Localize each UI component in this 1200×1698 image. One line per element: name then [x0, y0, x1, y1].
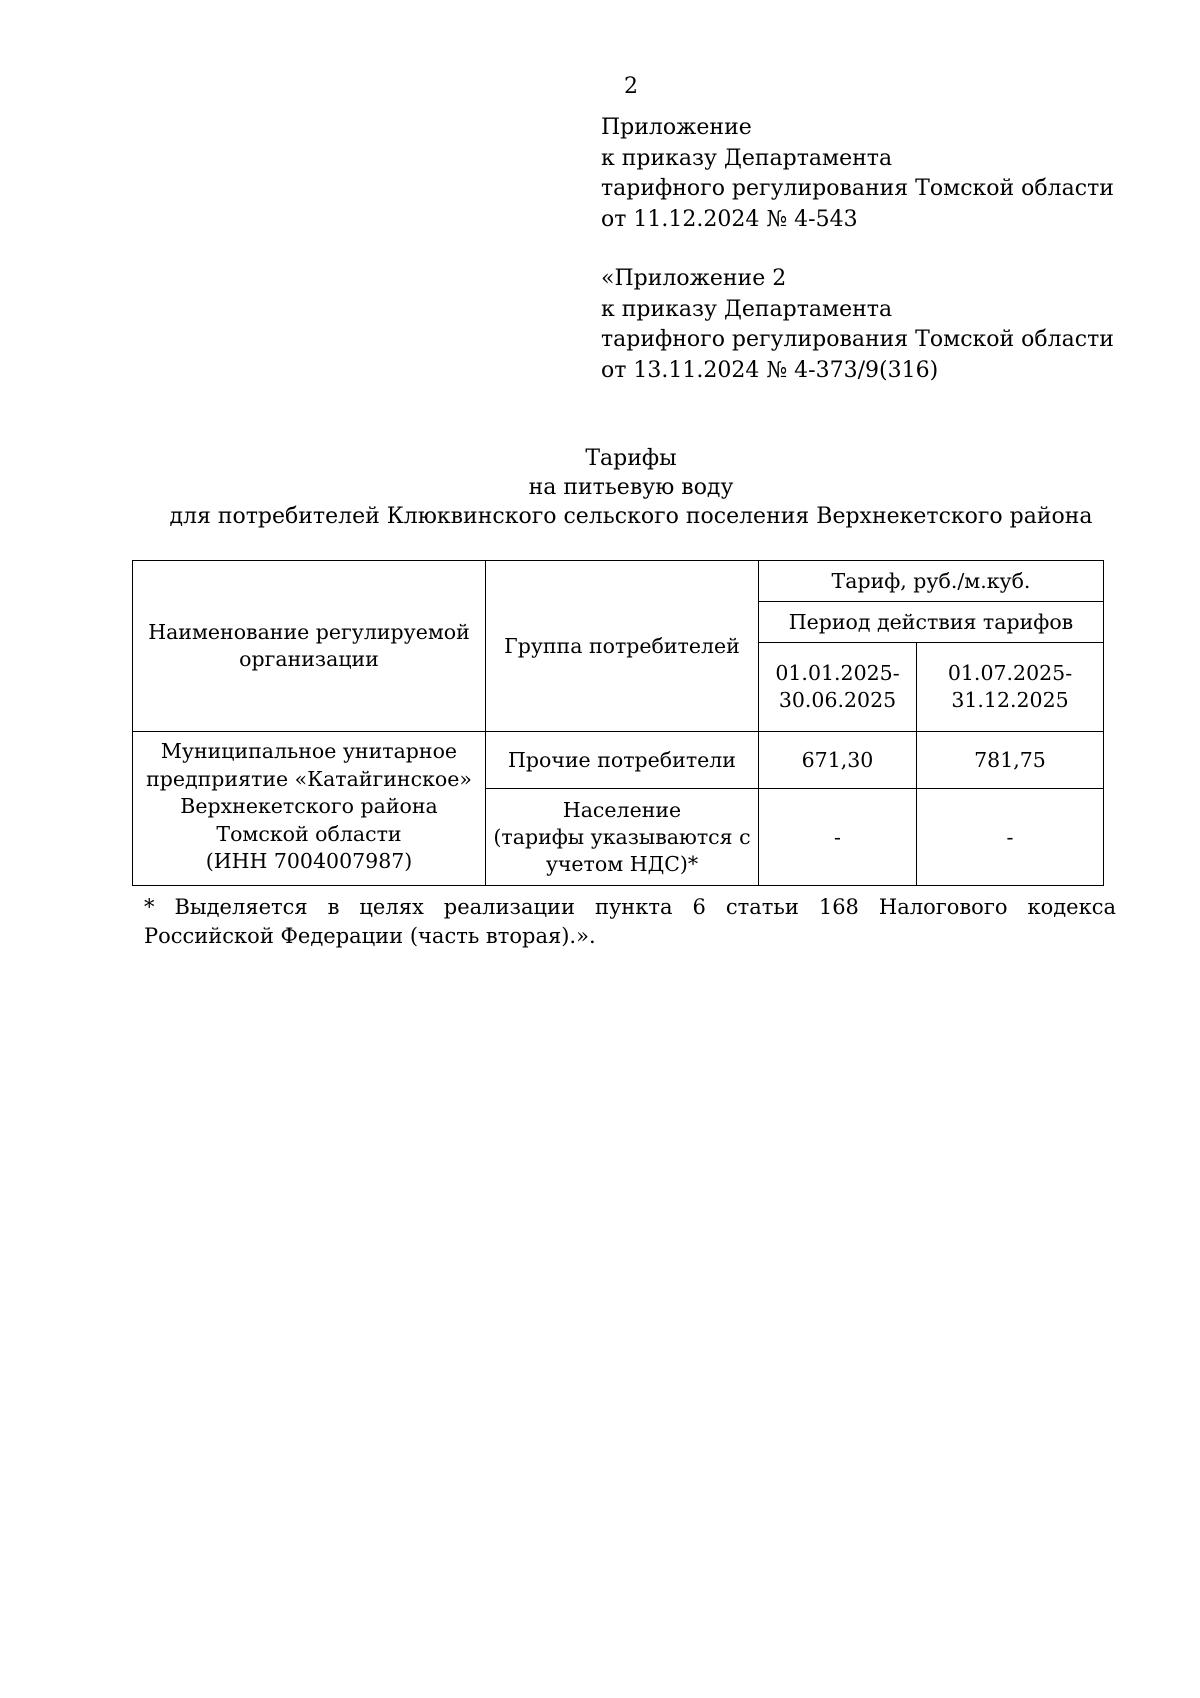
annex-previous-header: [601, 264, 1114, 386]
title-line-3: для потребителей Клюквинского сельского поселения Верхнекетского района: [169, 504, 1093, 529]
period-2-end: 31.12.2025: [951, 688, 1069, 712]
period-2-start: 01.07.2025-: [947, 661, 1073, 685]
consumer-group-line: Прочие потребители: [508, 747, 736, 772]
table-header-row: [133, 561, 1104, 602]
annex-current-line: тарифного регулирования Томской области: [601, 176, 1114, 201]
annex-previous-line: к приказу Департамента: [601, 296, 893, 322]
page-number: 2: [624, 74, 638, 99]
annex-current-line: Приложение: [601, 115, 752, 140]
annex-previous-line: «Приложение 2: [601, 266, 787, 291]
consumer-group-line: (тарифы указываются с: [493, 824, 751, 849]
header-period-1: [759, 643, 917, 732]
header-period: Период действия тарифов: [759, 602, 1104, 643]
org-name-cell: [133, 732, 486, 886]
org-name-line: (ИНН 7004007987): [205, 849, 413, 873]
header-org: Наименование регулируемой организации: [133, 561, 486, 732]
org-name-line: Муниципальное унитарное: [160, 739, 458, 763]
footnote: * Выделяется в целях реализации пункта 6 статьи 168 Налогового кодекса Российской Федерации (часть вторая).».: [144, 895, 1116, 948]
table-row: [133, 732, 1104, 789]
header-tariff: Тариф, руб./м.куб.: [759, 561, 1104, 602]
document-title: [0, 444, 1200, 531]
annex-previous-line: от 13.11.2024 № 4-373/9(316): [601, 357, 939, 383]
consumer-group-line: Население: [562, 797, 682, 822]
annex-previous-line: тарифного регулирования Томской области: [601, 327, 1114, 352]
consumer-group-cell: [486, 732, 759, 789]
title-line-1: Тарифы: [585, 446, 677, 471]
annex-current-header: [601, 113, 1114, 235]
org-name-line: Верхнекетского района: [180, 794, 438, 818]
tariff-value-period-1: 671,30: [759, 732, 917, 789]
annex-current-line: к приказу Департамента: [601, 145, 893, 171]
tariff-table: [132, 560, 1104, 886]
tariff-value-period-2: 781,75: [917, 732, 1104, 789]
header-group: Группа потребителей: [486, 561, 759, 732]
consumer-group-cell: [486, 789, 759, 886]
tariff-value-period-1: -: [759, 789, 917, 886]
org-name-line: предприятие «Катайгинское»: [146, 766, 472, 791]
tariff-value-period-2: -: [917, 789, 1104, 886]
annex-current-line: от 11.12.2024 № 4-543: [601, 206, 858, 232]
consumer-group-line: учетом НДС)*: [545, 851, 699, 876]
title-line-2: на питьевую воду: [528, 475, 734, 500]
period-1-end: 30.06.2025: [778, 688, 897, 712]
header-period-2: [917, 643, 1104, 732]
org-name-line: Томской области: [216, 821, 402, 846]
period-1-start: 01.01.2025-: [775, 661, 900, 685]
